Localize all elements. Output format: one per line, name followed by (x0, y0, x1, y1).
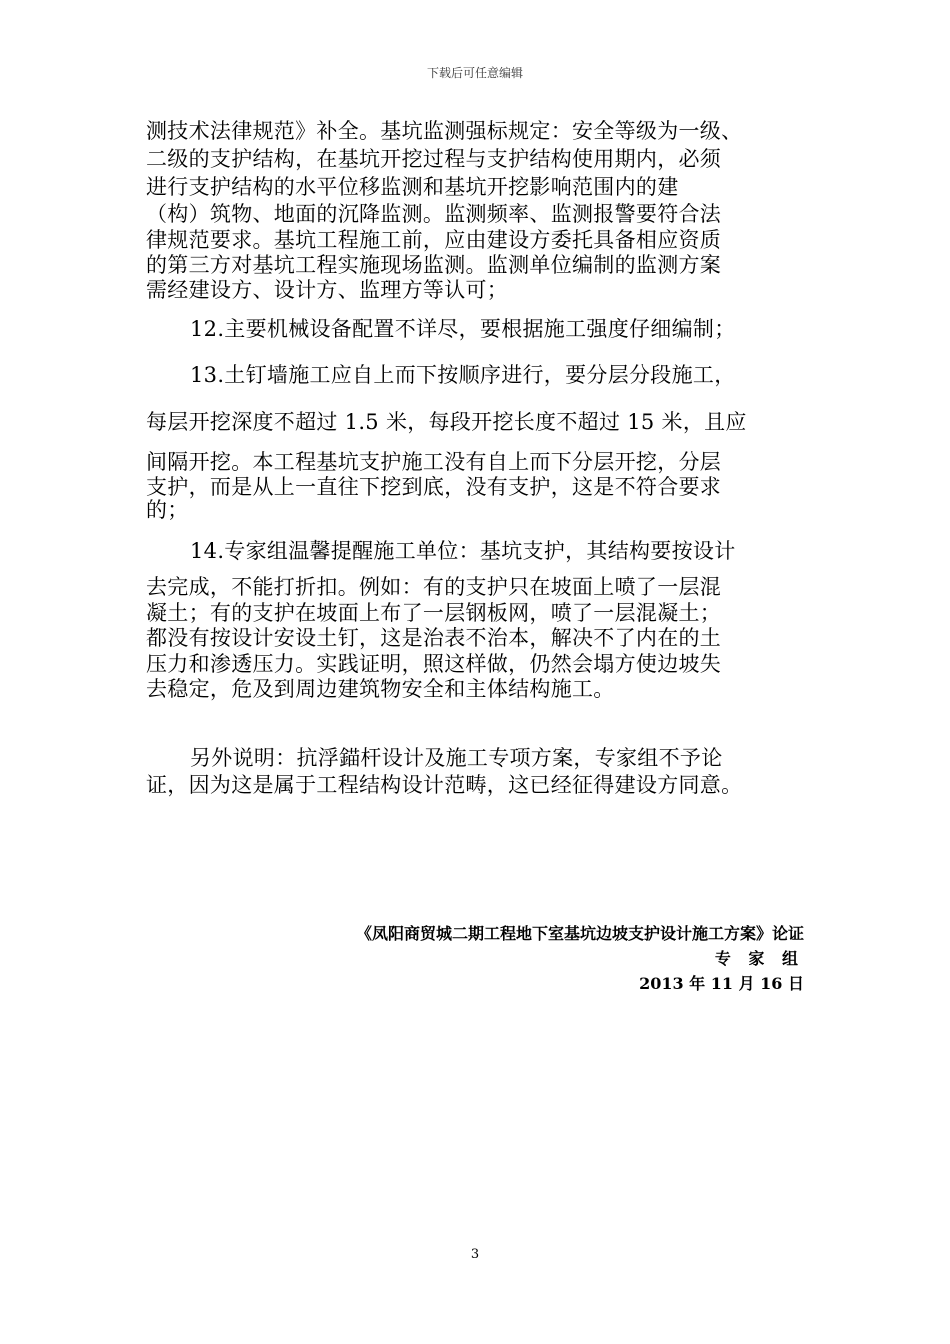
item-14-line: 去稳定，危及到周边建筑物安全和主体结构施工。 (146, 677, 615, 701)
item-14-line: 14.专家组温馨提醒施工单位：基坑支护，其结构要按设计 (190, 539, 736, 563)
paragraph-line: 进行支护结构的水平位移监测和基坑开挖影响范围内的建 (146, 175, 679, 199)
item-13-line: 每层开挖深度不超过 1.5 米，每段开挖长度不超过 15 米，且应 (146, 410, 747, 434)
item-13-line: 的； (146, 498, 189, 522)
item-14-line: 压力和渗透压力。实践证明，照这样做，仍然会塌方使边坡失 (146, 652, 722, 676)
item-14-line: 去完成，不能打折扣。例如：有的支护只在坡面上喷了一层混 (146, 575, 722, 599)
paragraph-line: 需经建设方、设计方、监理方等认可； (146, 278, 509, 302)
item-12: 12.主要机械设备配置不详尽，要根据施工强度仔细编制； (190, 317, 736, 341)
note-line: 证，因为这是属于工程结构设计范畴，这已经征得建设方同意。 (146, 773, 743, 797)
signature-group: 专 家 组 (714, 949, 804, 968)
item-14-line: 凝土；有的支护在坡面上布了一层钢板网，喷了一层混凝土； (146, 601, 722, 625)
paragraph-line: 二级的支护结构，在基坑开挖过程与支护结构使用期内，必须 (146, 147, 722, 171)
signature-date: 2013 年 11 月 16 日 (639, 974, 804, 993)
page-number: 3 (470, 1247, 480, 1262)
paragraph-line: 律规范要求。基坑工程施工前，应由建设方委托具备相应资质 (146, 228, 722, 252)
item-13-line: 13.土钉墙施工应自上而下按顺序进行，要分层分段施工， (190, 363, 736, 387)
item-13-line: 间隔开挖。本工程基坑支护施工没有自上而下分层开挖，分层 (146, 450, 722, 474)
item-14-line: 都没有按设计安设土钉，这是治表不治本，解决不了内在的土 (146, 626, 722, 650)
note-line: 另外说明：抗浮錨杆设计及施工专项方案，专家组不予论 (190, 746, 723, 770)
page-header: 下载后可任意编辑 (426, 66, 523, 80)
paragraph-line: 测技术法律规范》补全。基坑监测强标规定：安全等级为一级、 (146, 119, 743, 143)
paragraph-line: 的第三方对基坑工程实施现场监测。监测单位编制的监测方案 (146, 253, 722, 277)
item-13-line: 支护，而是从上一直往下挖到底，没有支护，这是不符合要求 (146, 475, 722, 499)
signature-title: 《凤阳商贸城二期工程地下室基坑边坡支护设计施工方案》论证 (355, 924, 804, 943)
paragraph-line: （构）筑物、地面的沉降监测。监测频率、监测报警要符合法 (146, 202, 722, 226)
